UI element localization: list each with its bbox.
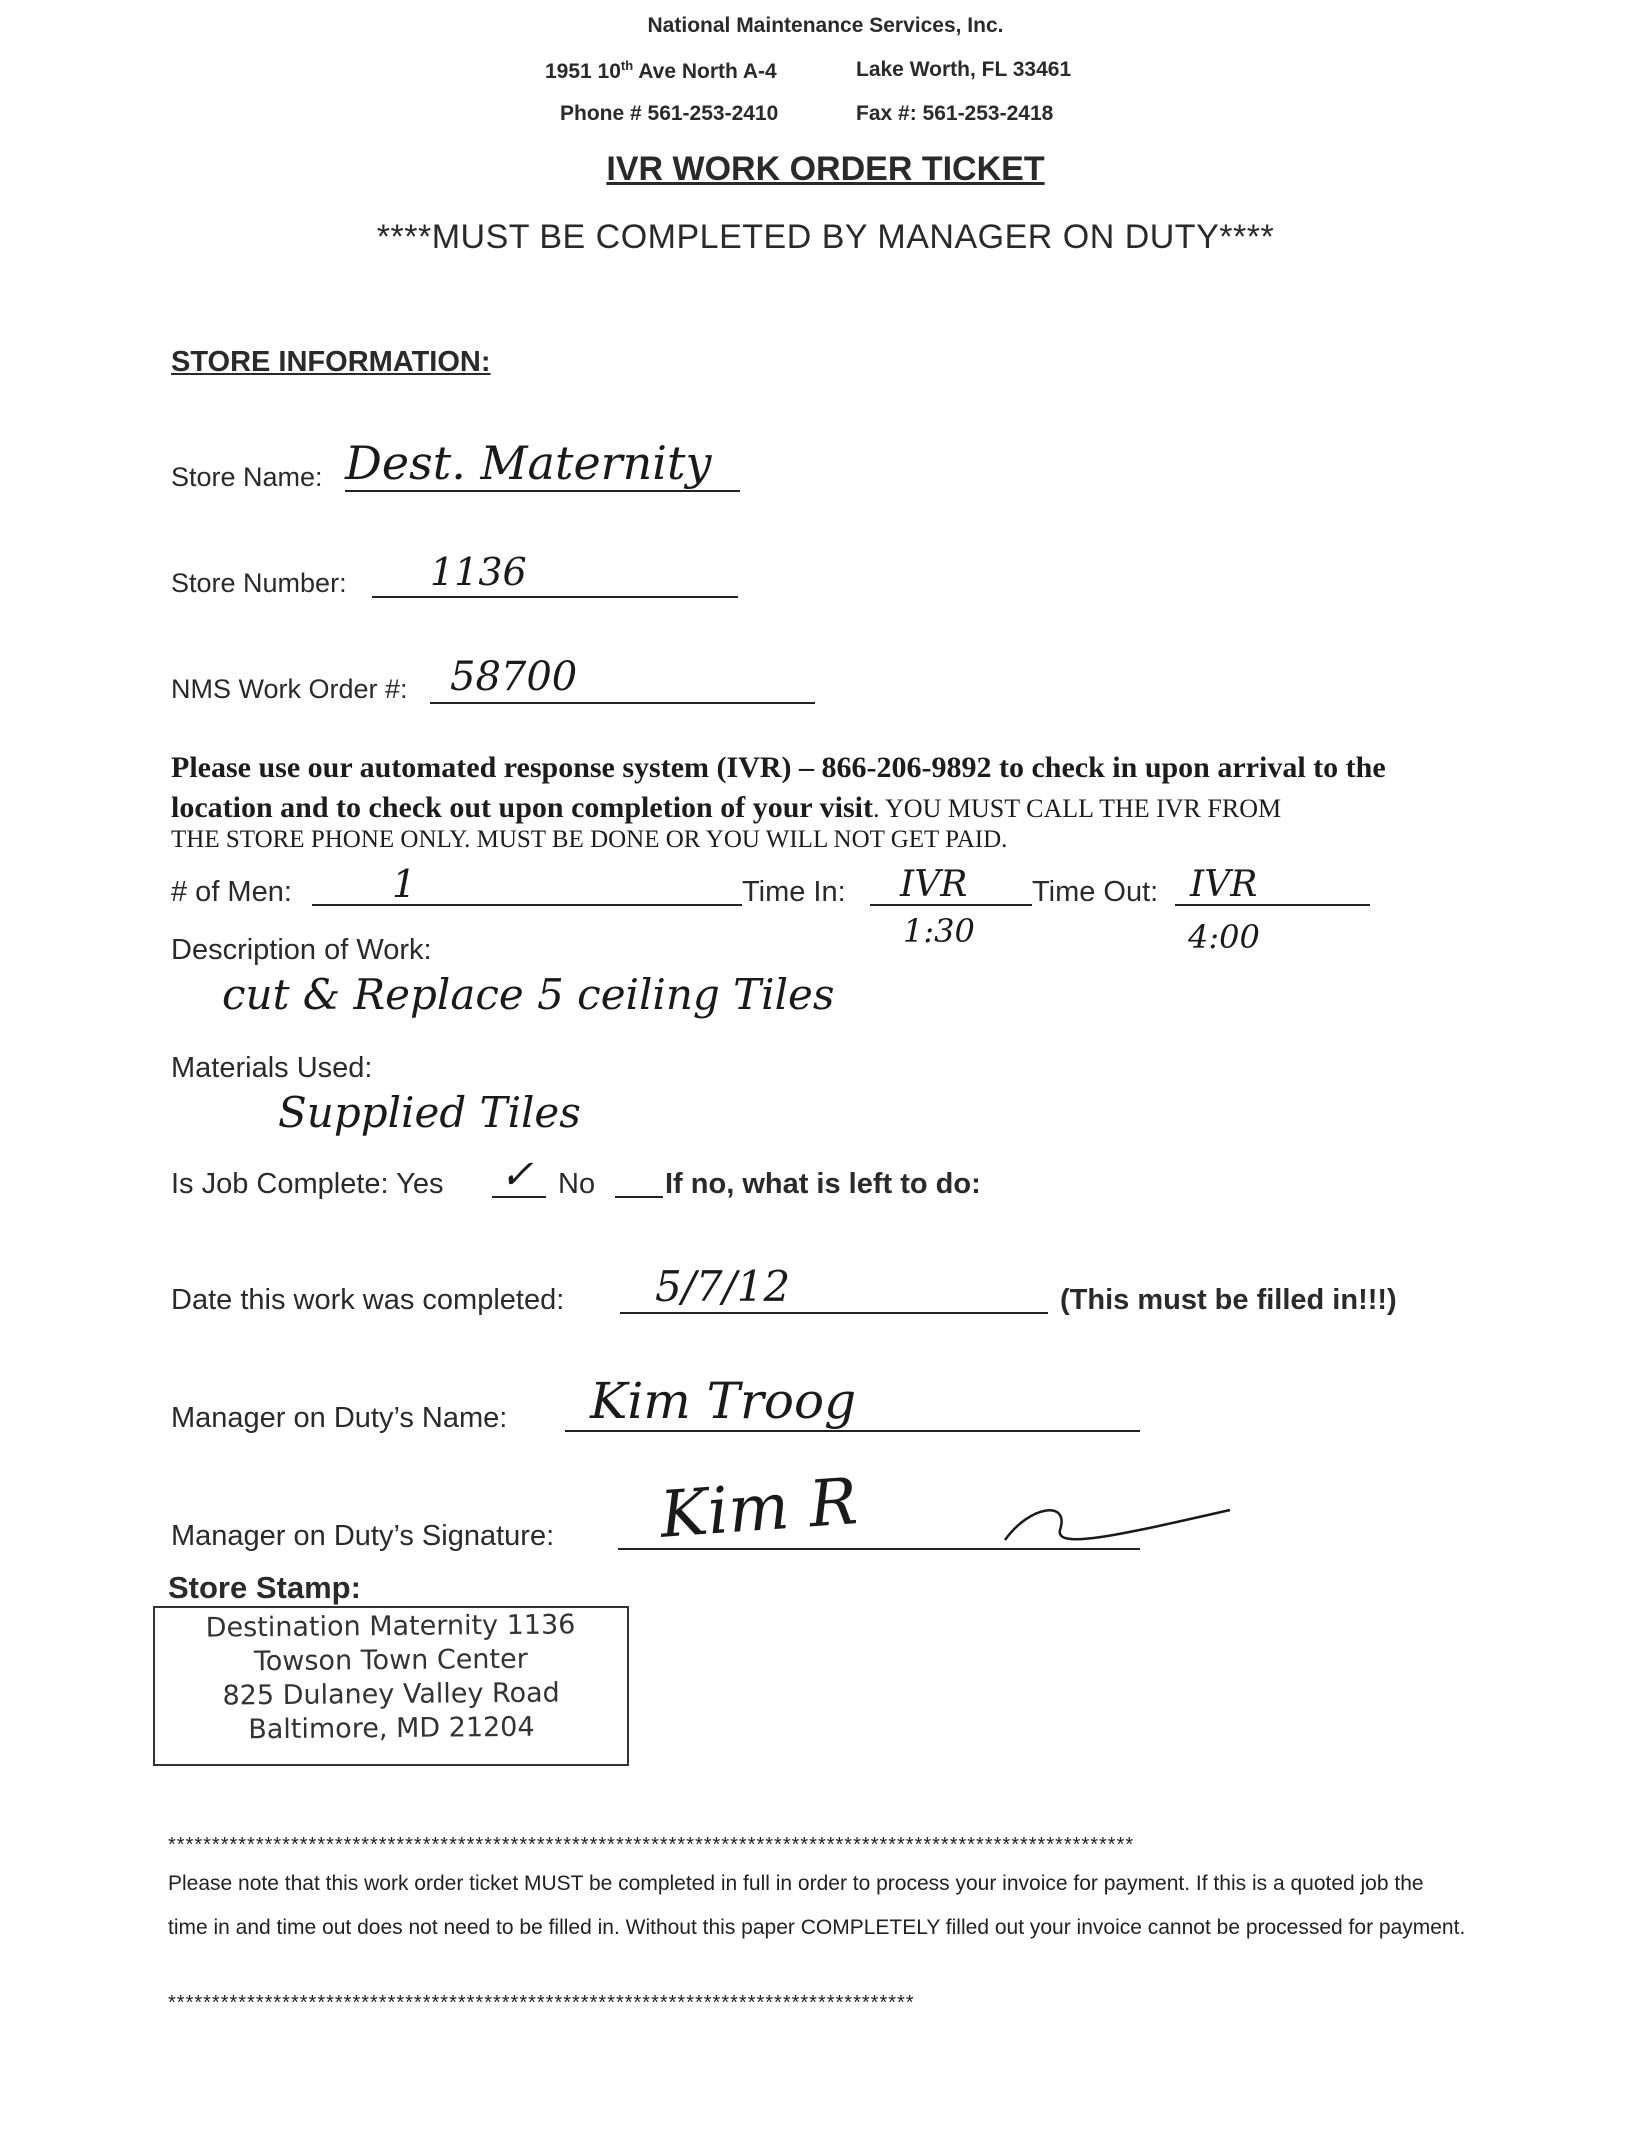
work-order-line [430,702,815,704]
ivr-instructions-warning-2: THE STORE PHONE ONLY. MUST BE DONE OR YOU WILL NOT GET PAID. [171,826,1008,853]
address-street: Ave North A-4 [633,60,777,83]
time-in-value: IVR [900,864,968,905]
men-label: # of Men: [171,876,292,908]
store-stamp-line2: Towson Town Center [253,1643,528,1678]
company-city: Lake Worth, FL 33461 [856,58,1072,81]
signature-flourish-icon [1000,1495,1240,1565]
store-name-value: Dest. Maternity [345,436,712,490]
store-stamp-line3: 825 Dulaney Valley Road [222,1677,560,1712]
job-complete-label: Is Job Complete: Yes [171,1168,444,1200]
store-name-line [345,490,740,492]
men-line [312,904,742,906]
store-stamp-line4: Baltimore, MD 21204 [248,1711,535,1746]
address-ordinal: th [620,58,634,73]
store-stamp-box [153,1606,629,1766]
materials-label: Materials Used: [171,1052,373,1084]
manager-name-line [565,1430,1140,1432]
men-value: 1 [392,862,417,906]
date-completed-value: 5/7/12 [655,1262,791,1311]
footer-note: Please note that this work order ticket MUST be completed in full in order to process your invoice for payment. If this is a quoted job the time in and time out does not need to be filled in. Without this paper COMPLETELY filled out your invoice cannot be processed for payment. [168,1872,1466,1939]
address-street-number: 1951 10 [545,60,621,83]
company-address [545,58,777,84]
company-name: National Maintenance Services, Inc. [647,14,1004,37]
time-out-label: Time Out: [1032,876,1159,908]
time-in-label: Time In: [742,876,846,908]
store-number-label: Store Number: [171,568,347,598]
footer-stars-top: ************************************************************************************************************** [168,1834,1135,1856]
store-name-label: Store Name: [171,462,323,492]
job-complete-no-line [615,1196,663,1198]
form-title: IVR WORK ORDER TICKET [606,150,1045,188]
store-number-value: 1136 [430,550,527,594]
store-stamp-text [170,1608,611,1748]
store-number-line [372,596,738,598]
company-fax: Fax #: 561-253-2418 [856,102,1054,125]
time-out-value: IVR [1190,864,1258,905]
time-out-note: 4:00 [1188,918,1260,956]
manager-signature-label: Manager on Duty’s Signature: [171,1520,555,1552]
form-subtitle: ****MUST BE COMPLETED BY MANAGER ON DUTY**** [376,218,1275,256]
footer-stars-bottom: ************************************************************************************* [168,1992,915,2014]
date-completed-line [620,1312,1048,1314]
description-value: cut & Replace 5 ceiling Tiles [222,970,835,1019]
ivr-instructions [171,748,1481,829]
section-heading: STORE INFORMATION: [171,346,491,378]
ivr-instructions-bold: Please use our automated response system (IVR) – 866-206-9892 to check in upon arrival to the location and to check out upon completion of your visit [171,751,1386,824]
manager-name-value: Kim Troog [590,1372,857,1430]
manager-name-label: Manager on Duty’s Name: [171,1402,508,1434]
date-required-note: (This must be filled in!!!) [1060,1284,1397,1316]
time-in-note: 1:30 [903,912,975,950]
description-label: Description of Work: [171,934,432,966]
job-complete-yes-mark: ✓ [500,1152,534,1198]
work-order-value: 58700 [450,654,578,700]
work-order-label: NMS Work Order #: [171,674,408,704]
company-phone: Phone # 561-253-2410 [560,102,779,125]
job-complete-no-label: No [558,1168,596,1200]
manager-signature-value: Kim R [657,1465,860,1553]
date-completed-label: Date this work was completed: [171,1284,565,1316]
materials-value: Supplied Tiles [278,1088,581,1137]
ivr-instructions-warning-1: . YOU MUST CALL THE IVR FROM [873,794,1282,823]
job-left-to-do-label: If no, what is left to do: [665,1168,981,1200]
store-stamp-line1: Destination Maternity 1136 [205,1609,576,1644]
store-stamp-label: Store Stamp: [168,1570,361,1605]
